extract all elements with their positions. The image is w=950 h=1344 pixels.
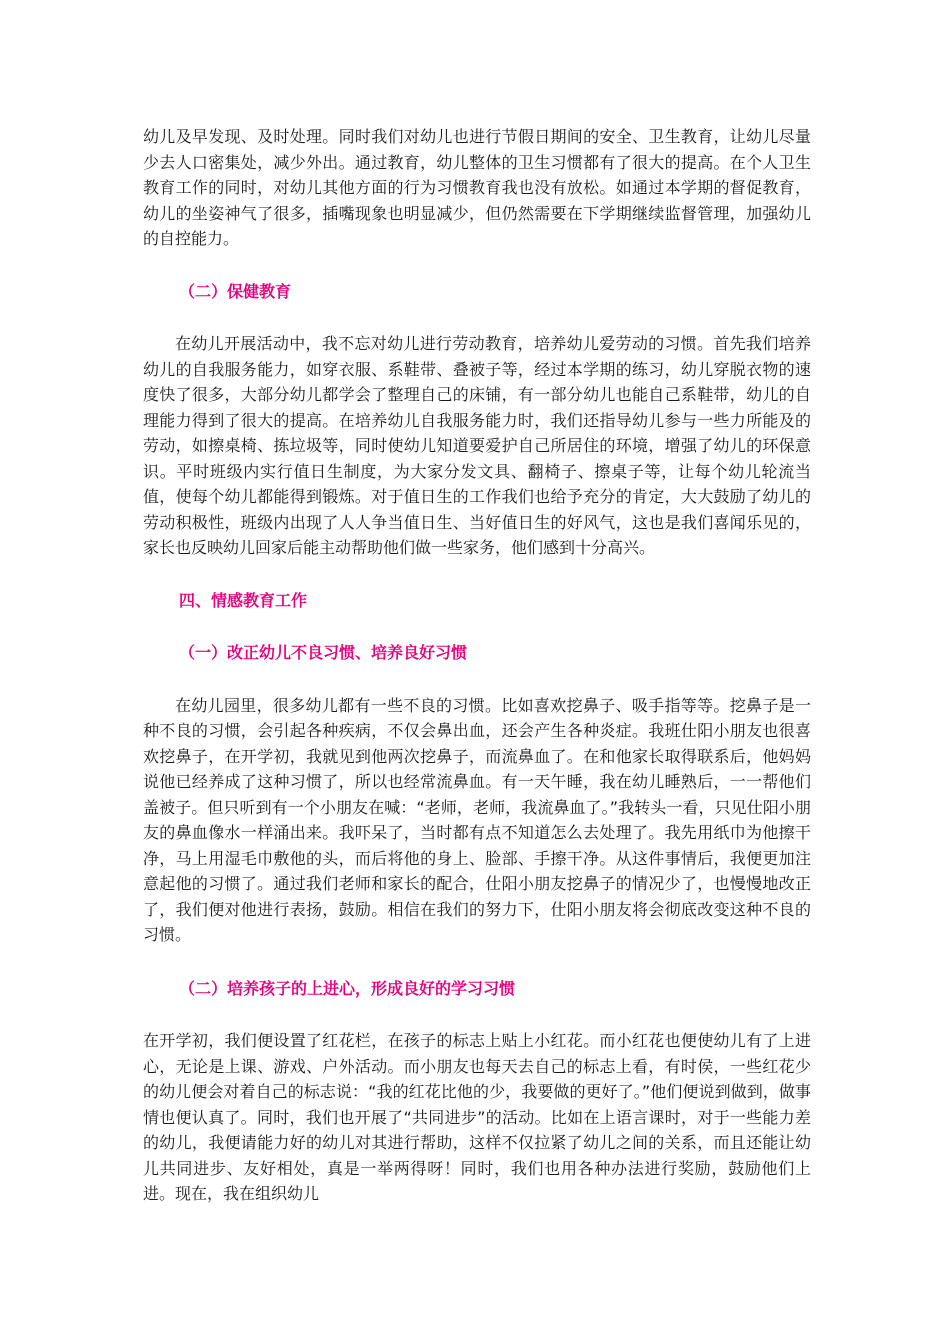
paragraph-labor-education: 在幼儿开展活动中，我不忘对幼儿进行劳动教育，培养幼儿爱劳动的习惯。首先我们培养幼儿的自我服务能力，如穿衣服、系鞋带、叠被子等，经过本学期的练习，幼儿穿脱衣物的速度快了很多，大部分幼儿都学会了整理自己的床铺，有一部分幼儿也能自己系鞋带，幼儿的自理能力得到了很大的提高。在培养幼儿自我服务能力时，我们还指导幼儿参与一些力所能及的劳动，如擦桌椅、拣垃圾等，同时使幼儿知道要爱护自己所居住的环境，增强了幼儿的环保意识。平时班级内实行值日生制度，为大家分发文具、翻椅子、擦桌子等，让每个幼儿轮流当值，使每个幼儿都能得到锻炼。对于值日生的工作我们也给予充分的肯定，大大鼓励了幼儿的劳动积极性，班级内出现了人人争当值日生、当好值日生的好风气，这也是我们喜闻乐见的，家长也反映幼儿回家后能主动帮助他们做一些家务，他们感到十分高兴。 <box>143 334 811 557</box>
paragraph-nose-picking-story: 在幼儿园里，很多幼儿都有一些不良的习惯。比如喜欢挖鼻子、吸手指等等。挖鼻子是一种不良的习惯，会引起各种疾病，不仅会鼻出血，还会产生各种炎症。我班仕阳小朋友也很喜欢挖鼻子，在开学初，我就见到他两次挖鼻子，而流鼻血了。在和他家长取得联系后，他妈妈说他已经养成了这种习惯了，所以也经常流鼻血。有一天午睡，我在幼儿睡熟后，一一帮他们盖被子。但只听到有一个小朋友在喊：“老师，老师，我流鼻血了。”我转头一看，只见仕阳小朋友的鼻血像水一样涌出来。我吓呆了，当时都有点不知道怎么去处理了。我先用纸巾为他擦干净，马上用湿毛巾敷他的头，而后将他的身上、脸部、手擦干净。从这件事情后，我便更加注意起他的习惯了。通过我们老师和家长的配合，仕阳小朋友挖鼻子的情况少了，也慢慢地改正了，我们便对他进行表扬，鼓励。相信在我们的努力下，仕阳小朋友将会彻底改变这种不良的习惯。 <box>143 695 811 944</box>
paragraph-hygiene-education: 幼儿及早发现、及时处理。同时我们对幼儿也进行节假日期间的安全、卫生教育，让幼儿尽量少去人口密集处，减少外出。通过教育，幼儿整体的卫生习惯都有了很大的提高。在个人卫生教育工作的同时，对幼儿其他方面的行为习惯教育我也没有放松。如通过本学期的督促教育，幼儿的坐姿神气了很多，插嘴现象也明显减少，但仍然需要在下学期继续监督管理，加强幼儿的自控能力。 <box>143 127 811 248</box>
section-heading-emotional-education: 四、情感教育工作 <box>179 590 308 610</box>
document-page <box>143 124 811 1207</box>
section-heading-motivation-learning: （二）培养孩子的上进心，形成良好的学习习惯 <box>179 978 516 998</box>
section-heading-health-education: （二）保健教育 <box>179 281 292 301</box>
section-heading-correct-bad-habits: （一）改正幼儿不良习惯、培养良好习惯 <box>179 643 468 662</box>
paragraph-red-flower-board: 在开学初，我们便设置了红花栏，在孩子的标志上贴上小红花。而小红花也便使幼儿有了上进心，无论是上课、游戏、户外活动。而小朋友也每天去自己的标志上看，有时侯，一些红花少的幼儿便会对着自己的标志说：“我的红花比他的少，我要做的更好了。”他们便说到做到，做事情也便认真了。同时，我们也开展了“共同进步”的活动。比如在上语言课时，对于一些能力差的幼儿，我便请能力好的幼儿对其进行帮助，这样不仅拉紧了幼儿之间的关系，而且还能让幼儿共同进步、友好相处，真是一举两得呀！同时，我们也用各种办法进行奖励，鼓励他们上进。现在，我在组织幼儿 <box>143 1031 811 1203</box>
